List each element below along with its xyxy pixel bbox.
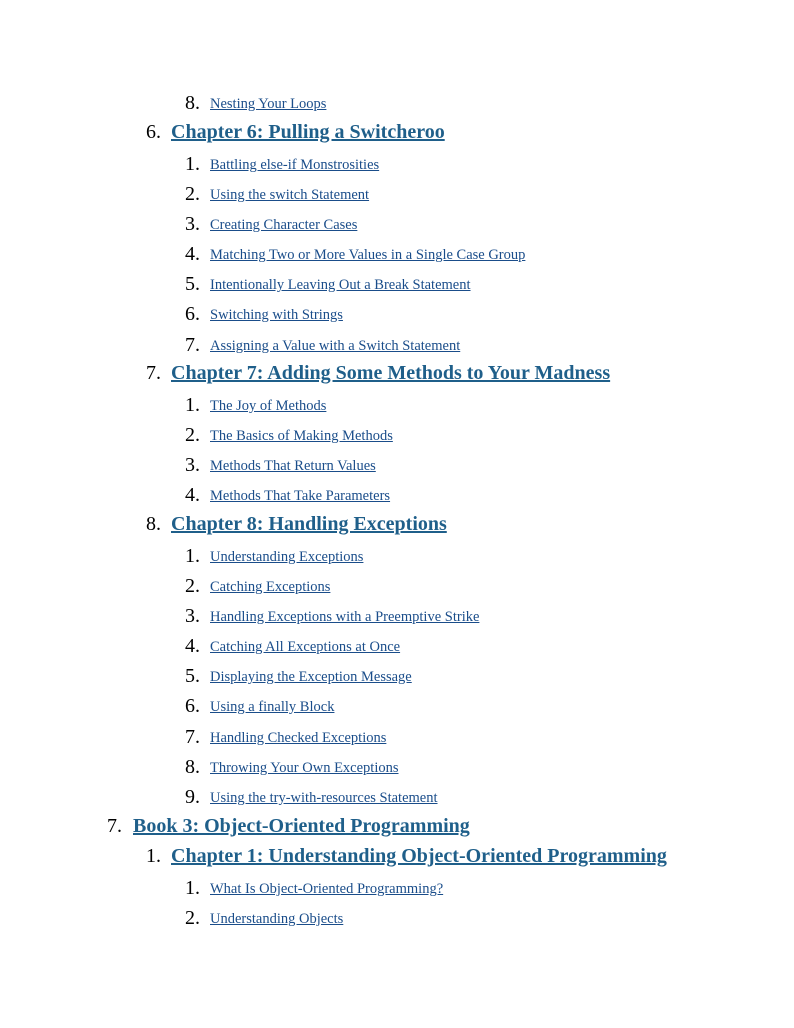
toc-item-link[interactable]: The Basics of Making Methods — [210, 428, 393, 444]
toc-section-item — [0, 877, 794, 905]
toc-item-link[interactable]: Creating Character Cases — [210, 217, 358, 233]
toc-section-item — [0, 183, 794, 211]
toc-item-link[interactable]: Chapter 6: Pulling a Switcheroo — [171, 121, 445, 143]
toc-section-item — [0, 92, 794, 120]
toc-item-link[interactable]: Understanding Exceptions — [210, 549, 364, 565]
toc-item-number: 3. — [185, 213, 200, 235]
toc-item-number: 6. — [146, 121, 161, 143]
toc-item-number: 6. — [185, 303, 200, 325]
toc-item-number: 5. — [185, 273, 200, 295]
toc-section-item — [0, 695, 794, 723]
toc-section-item — [0, 726, 794, 754]
toc-item-number: 1. — [185, 877, 200, 899]
toc-section-item — [0, 605, 794, 633]
toc-item-link[interactable]: Chapter 7: Adding Some Methods to Your Madness — [171, 362, 611, 384]
toc-item-link[interactable]: Methods That Return Values — [210, 458, 376, 474]
toc-section-item — [0, 424, 794, 452]
toc-section-item — [0, 394, 794, 422]
toc-item-number: 9. — [185, 786, 200, 808]
toc-item-number: 4. — [185, 243, 200, 265]
toc-item-number: 3. — [185, 454, 200, 476]
toc-item-link[interactable]: Displaying the Exception Message — [210, 669, 412, 685]
toc-item-number: 8. — [185, 756, 200, 778]
toc-section-item — [0, 484, 794, 512]
toc-item-number: 1. — [185, 394, 200, 416]
toc-item-number: 6. — [185, 695, 200, 717]
toc-item-link[interactable]: What Is Object-Oriented Programming? — [210, 881, 444, 897]
toc-item-number: 1. — [146, 845, 161, 867]
toc-item-number: 1. — [185, 545, 200, 567]
toc-section-item — [0, 665, 794, 693]
toc-section-item — [0, 786, 794, 814]
toc-item-link[interactable]: Throwing Your Own Exceptions — [210, 760, 399, 776]
toc-item-number: 7. — [185, 726, 200, 748]
toc-section-item — [0, 907, 794, 935]
toc-item-link[interactable]: Assigning a Value with a Switch Statement — [210, 338, 461, 354]
toc-item-link[interactable]: Catching All Exceptions at Once — [210, 639, 401, 655]
toc-item-link[interactable]: Switching with Strings — [210, 307, 343, 323]
toc-item-link[interactable]: Using the try-with-resources Statement — [210, 790, 438, 806]
toc-item-link[interactable]: Using the switch Statement — [210, 187, 370, 203]
toc-section-item — [0, 303, 794, 331]
toc-item-link[interactable]: Intentionally Leaving Out a Break Statement — [210, 277, 471, 293]
toc-section-item — [0, 756, 794, 784]
toc-item-link[interactable]: Methods That Take Parameters — [210, 488, 391, 504]
toc-chapter-item — [0, 121, 794, 149]
toc-section-item — [0, 545, 794, 573]
toc-item-number: 8. — [185, 92, 200, 114]
toc-chapter-item — [0, 513, 794, 541]
toc-item-number: 1. — [185, 153, 200, 175]
toc-item-number: 8. — [146, 513, 161, 535]
toc-item-number: 3. — [185, 605, 200, 627]
toc-item-number: 7. — [185, 334, 200, 356]
toc-item-link[interactable]: Handling Checked Exceptions — [210, 730, 387, 746]
toc-item-number: 2. — [185, 183, 200, 205]
toc-item-number: 2. — [185, 575, 200, 597]
toc-chapter-item — [0, 362, 794, 390]
toc-item-link[interactable]: Chapter 8: Handling Exceptions — [171, 513, 447, 535]
toc-item-link[interactable]: Handling Exceptions with a Preemptive Strike — [210, 609, 480, 625]
toc-section-item — [0, 243, 794, 271]
toc-section-item — [0, 635, 794, 663]
toc-item-number: 2. — [185, 424, 200, 446]
toc-item-number: 5. — [185, 665, 200, 687]
toc-item-link[interactable]: Nesting Your Loops — [210, 96, 327, 112]
toc-section-item — [0, 213, 794, 241]
toc-item-link[interactable]: Catching Exceptions — [210, 579, 331, 595]
toc-item-number: 7. — [146, 362, 161, 384]
toc-item-link[interactable]: Using a finally Block — [210, 699, 335, 715]
toc-section-item — [0, 153, 794, 181]
toc-item-number: 7. — [107, 815, 122, 837]
toc-item-link[interactable]: Matching Two or More Values in a Single Case Group — [210, 247, 526, 263]
toc-chapter-item — [0, 845, 794, 873]
toc-item-number: 4. — [185, 484, 200, 506]
toc-item-number: 2. — [185, 907, 200, 929]
toc-item-link[interactable]: Battling else-if Monstrosities — [210, 157, 380, 173]
toc-item-link[interactable]: Understanding Objects — [210, 911, 344, 927]
toc-section-item — [0, 454, 794, 482]
toc-section-item — [0, 273, 794, 301]
toc-item-link[interactable]: The Joy of Methods — [210, 398, 327, 414]
toc-item-link[interactable]: Chapter 1: Understanding Object-Oriented Programming — [171, 845, 667, 867]
toc-item-link[interactable]: Book 3: Object-Oriented Programming — [133, 815, 470, 837]
toc-book-item — [0, 815, 794, 843]
toc-item-number: 4. — [185, 635, 200, 657]
toc-section-item — [0, 575, 794, 603]
toc-section-item — [0, 334, 794, 362]
